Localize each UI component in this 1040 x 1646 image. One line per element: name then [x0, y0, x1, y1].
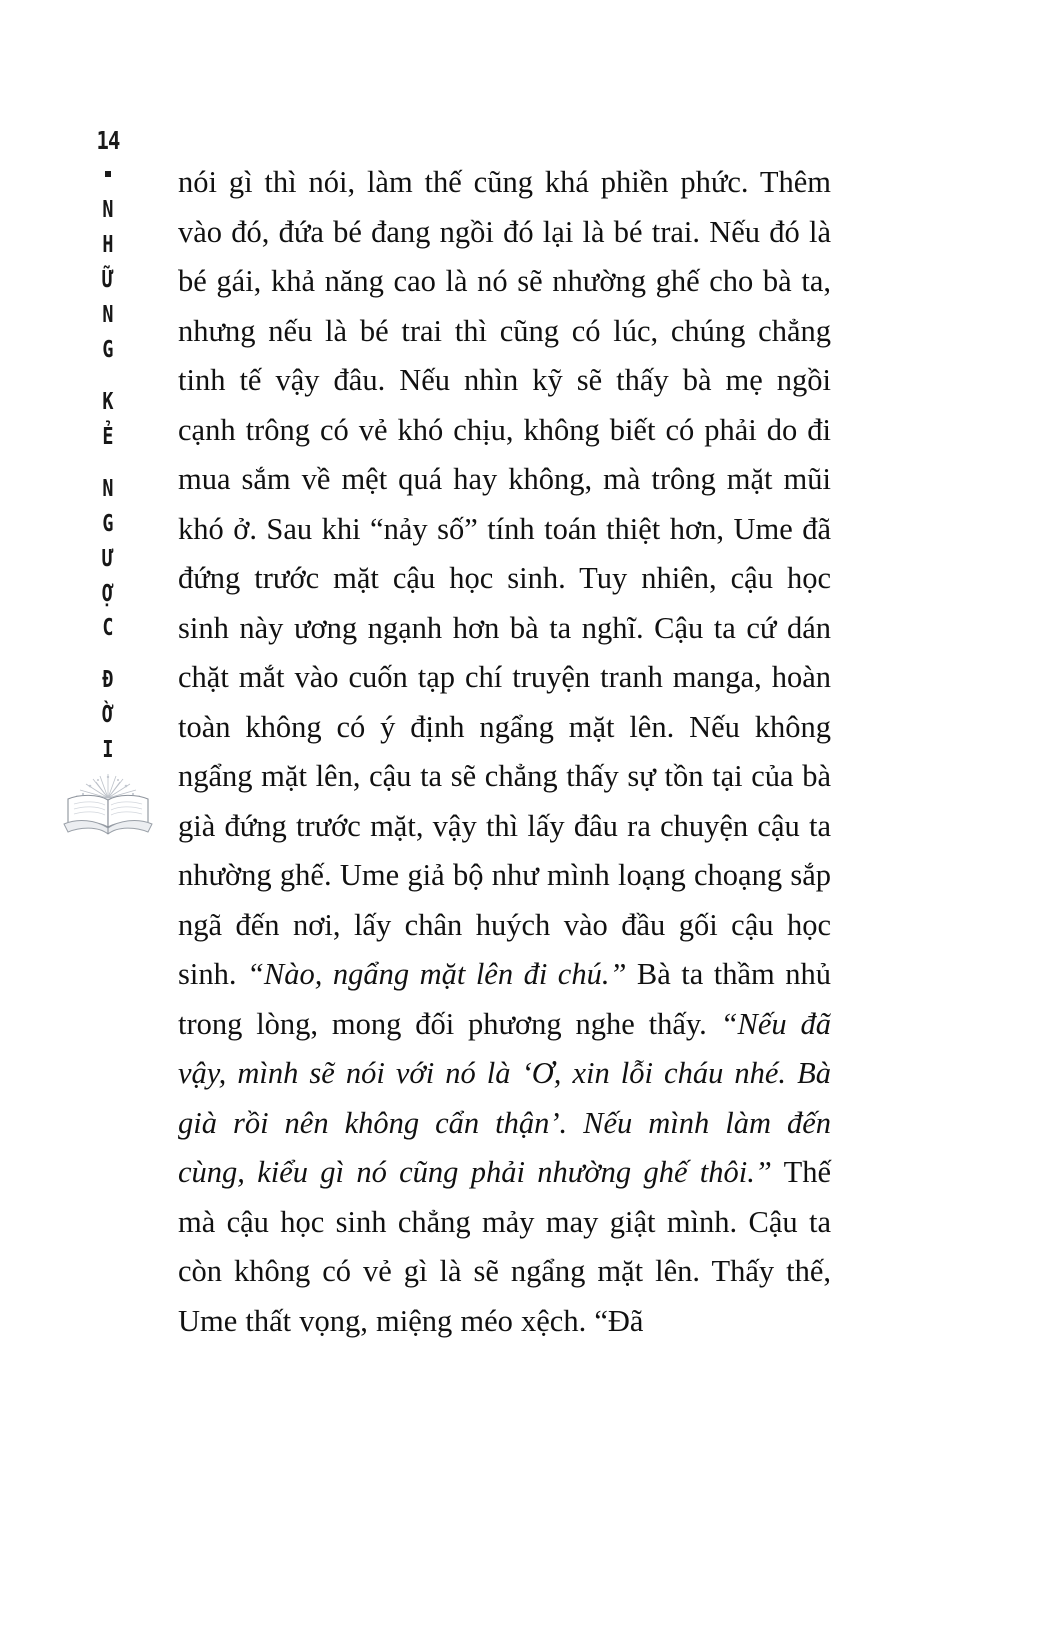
running-title-char: Đ [102, 667, 114, 694]
body-text-run: Thế mà cậu học sinh chẳng mảy may giật mình. Cậu ta còn không có vẻ gì là sẽ ngẩng mặt lên. Thấy thế, Ume thất vọng, miệng méo xệch. “Đã [178, 1155, 831, 1338]
running-title-char: N [102, 197, 114, 223]
body-text-run: nói gì thì nói, làm thế cũng khá phiền phức. Thêm vào đó, đứa bé đang ngồi đó lại là bé trai. Nếu đó là bé gái, khả năng cao là nó sẽ nhường ghế cho bà ta, nhưng nếu là bé trai thì cũng có lúc, chúng chẳng tinh tế vậy đâu. Nếu nhìn kỹ sẽ thấy bà mẹ ngồi cạnh trông có vẻ khó chịu, không biết có phải do đi mua sắm về mệt quá hay không, mà trông mặt mũi khó ở. Sau khi “nảy số” tính toán thiệt hơn, Ume đã đứng trước mặt cậu học sinh. Tuy nhiên, cậu học sinh này ương ngạnh hơn bà ta nghĩ. Cậu ta cứ dán chặt mắt vào cuốn tạp chí truyện tranh manga, hoàn toàn không có ý định ngẩng mặt lên. Nếu không ngẩng mặt lên, cậu ta sẽ chẳng thấy sự tồn tại của bà già đứng trước mặt, vậy thì lấy đâu ra chuyện cậu ta nhường ghế. Ume giả bộ như mình loạng choạng sắp ngã đến nơi, lấy chân huých vào đầu gối cậu học sinh. [178, 165, 831, 991]
body-text-run: Bà ta thầm nhủ trong lòng, mong đối phương nghe thấy. [178, 957, 831, 1041]
running-title-word-nhung [101, 193, 115, 368]
running-title-char: G [102, 336, 114, 363]
paragraph [178, 158, 831, 1346]
running-title-char: Ư [102, 545, 114, 572]
folio-separator-dot [105, 171, 111, 177]
vertical-running-title [101, 193, 115, 768]
running-title-char: N [102, 475, 114, 502]
running-title-char: H [102, 231, 114, 258]
running-title-char: Ữ [102, 266, 114, 293]
running-title-char: Ẻ [102, 423, 114, 450]
running-title-char: Ợ [102, 580, 114, 607]
body-italic-quote: “Nếu đã vậy, mình sẽ nói với nó là ‘Ơ, xin lỗi cháu nhé. Bà già rồi nên không cẩn thận’. Nếu mình làm đến cùng, kiểu gì nó cũng phải nhường ghế thôi.” [178, 1006, 831, 1189]
running-title-word-doi [101, 663, 115, 768]
running-title-word-nguoc [101, 472, 115, 647]
body-text-column [178, 158, 831, 1346]
body-italic-quote: “Nào, ngẩng mặt lên đi chú.” [246, 957, 627, 991]
running-title-word-ke [101, 385, 115, 455]
running-title-char: K [102, 388, 114, 415]
page-number: 14 [96, 126, 120, 155]
running-title-char: C [102, 615, 114, 642]
open-book-icon [50, 772, 166, 838]
running-title-char: G [102, 510, 114, 537]
running-title-char: N [102, 301, 114, 328]
running-title-char: I [102, 737, 114, 764]
running-head-column [62, 128, 154, 768]
running-title-char: Ờ [102, 702, 114, 729]
